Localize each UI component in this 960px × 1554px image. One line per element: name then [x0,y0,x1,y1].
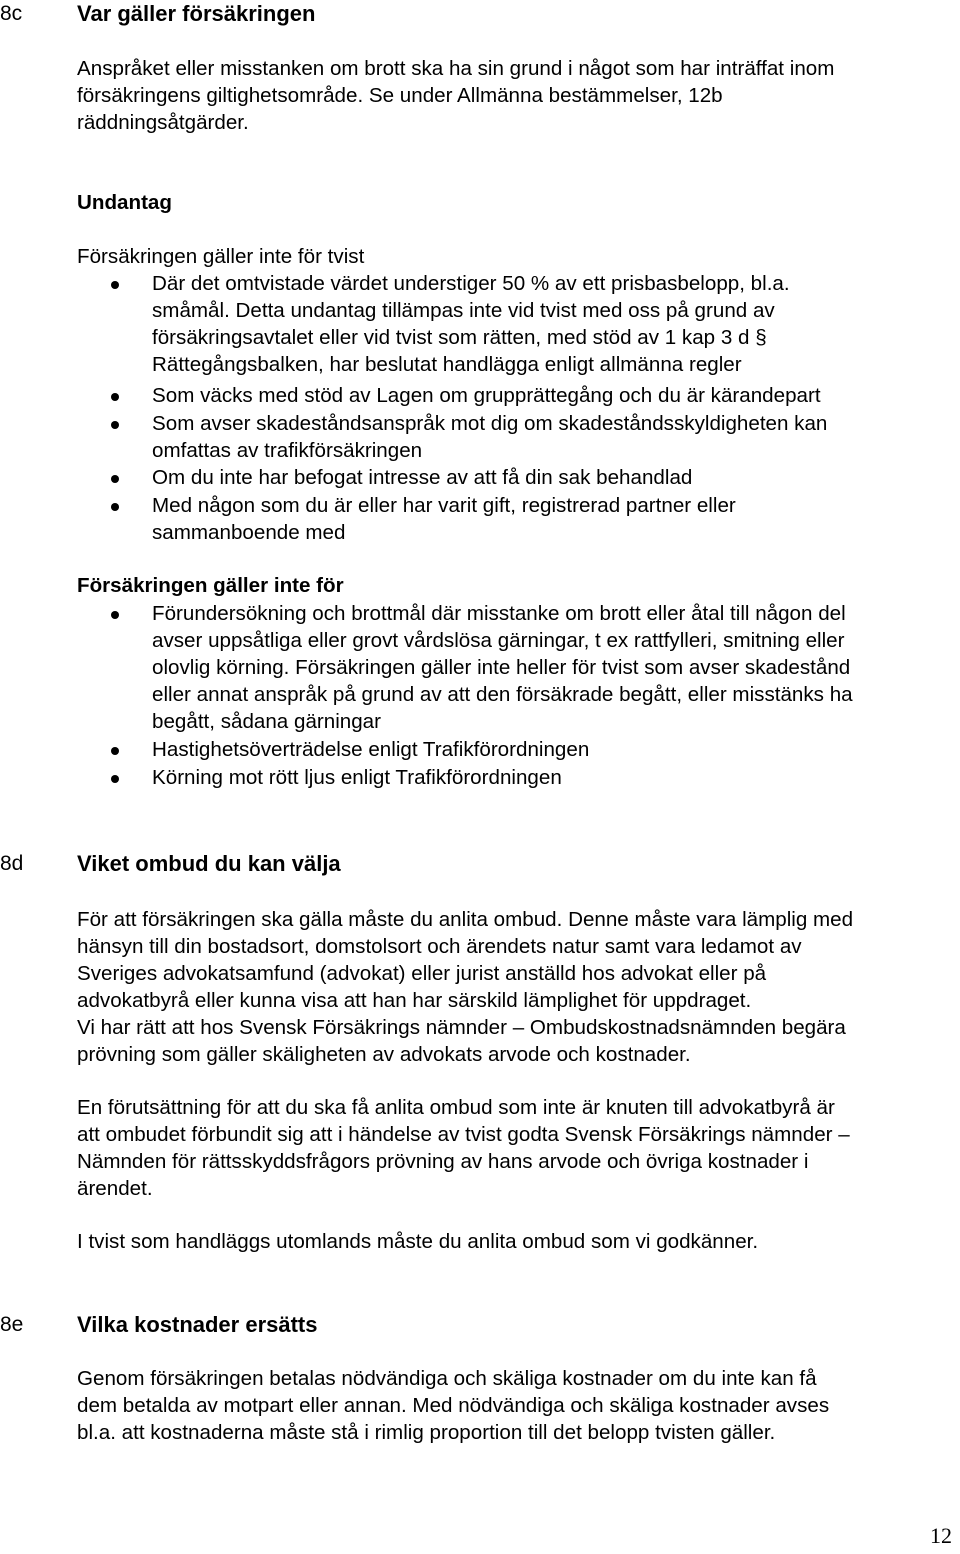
paragraph-line: För att försäkringen ska gälla måste du anlita ombud. Denne måste vara lämplig med [77,908,854,931]
bullet-text: Där det omtvistade värdet understiger 50 % av ett prisbasbelopp, bl.a. [152,272,790,295]
bullet-icon [111,393,119,401]
section-title-8c: Var gäller försäkringen [77,1,316,26]
bullet-icon [111,421,119,429]
page-number: 12 [930,1523,952,1548]
paragraph-line: bl.a. att kostnaderna måste stå i rimlig proportion till det belopp tvisten gäller. [77,1421,776,1444]
bullet-text: Om du inte har befogat intresse av att få din sak behandlad [152,466,693,489]
paragraph-line: Nämnden för rättsskyddsfrågors prövning av hans arvode och övriga kostnader i [77,1150,809,1173]
bullet-icon [111,475,119,483]
paragraph-line: prövning som gäller skäligheten av advokats arvode och kostnader. [77,1043,691,1066]
bullet-icon [111,281,119,289]
subheading-undantag: Undantag [77,191,172,214]
bullet-icon [111,747,119,755]
paragraph-line: Sveriges advokatsamfund (advokat) eller jurist anställd hos advokat eller på [77,962,767,985]
section-title-8e: Vilka kostnader ersätts [77,1312,318,1337]
bullet-text: Körning mot rött ljus enligt Trafikförordningen [152,766,562,789]
paragraph-line: Anspråket eller misstanken om brott ska ha sin grund i något som har inträffat inom [77,57,835,80]
bullet-text: Som avser skadeståndsanspråk mot dig om skadeståndsskyldigheten kan [152,412,828,435]
paragraph-line: Genom försäkringen betalas nödvändiga och skäliga kostnader om du inte kan få [77,1367,817,1390]
paragraph-line: En förutsättning för att du ska få anlita ombud som inte är knuten till advokatbyrå är [77,1096,835,1119]
bullet-text: olovlig körning. Försäkringen gäller inte heller för tvist som avser skadestånd [152,656,851,679]
paragraph-line: hänsyn till din bostadsort, domstolsort och ärendets natur samt vara ledamot av [77,935,802,958]
paragraph-line: ärendet. [77,1177,153,1200]
paragraph-line: försäkringens giltighetsområde. Se under Allmänna bestämmelser, 12b [77,84,723,107]
paragraph-line: Försäkringen gäller inte för tvist [77,245,365,268]
paragraph-line: I tvist som handläggs utomlands måste du anlita ombud som vi godkänner. [77,1230,759,1253]
bullet-text: Rättegångsbalken, har beslutat handlägga enligt allmänna regler [152,353,742,376]
subheading-exclusions: Försäkringen gäller inte för [77,574,344,597]
paragraph-line: att ombudet förbundit sig att i händelse av tvist godta Svensk Försäkrings nämnder – [77,1123,850,1146]
bullet-text: försäkringsavtalet eller vid tvist som rätten, med stöd av 1 kap 3 d § [152,326,767,349]
section-number-8d: 8d [0,852,24,875]
bullet-icon [111,503,119,511]
bullet-text: begått, sådana gärningar [152,710,381,733]
bullet-text: Som väcks med stöd av Lagen om grupprättegång och du är kärandepart [152,384,821,407]
paragraph-line: dem betalda av motpart eller annan. Med nödvändiga och skäliga kostnader avses [77,1394,830,1417]
section-number-8c: 8c [0,2,23,25]
bullet-text: Med någon som du är eller har varit gift, registrerad partner eller [152,494,736,517]
bullet-text: avser uppsåtliga eller grovt vårdslösa gärningar, t ex rattfylleri, smitning eller [152,629,845,652]
bullet-text: omfattas av trafikförsäkringen [152,439,423,462]
section-title-8d: Viket ombud du kan välja [77,851,341,876]
bullet-text: Förundersökning och brottmål där misstanke om brott eller åtal till någon del [152,602,846,625]
bullet-text: sammanboende med [152,521,346,544]
paragraph-line: advokatbyrå eller kunna visa att han har särskild lämplighet för uppdraget. [77,989,752,1012]
bullet-text: Hastighetsöverträdelse enligt Trafikförordningen [152,738,590,761]
section-number-8e: 8e [0,1313,24,1336]
bullet-text: småmål. Detta undantag tillämpas inte vid tvist med oss på grund av [152,299,775,322]
bullet-icon [111,611,119,619]
bullet-icon [111,775,119,783]
paragraph-line: Vi har rätt att hos Svensk Försäkrings nämnder – Ombudskostnadsnämnden begära [77,1016,846,1039]
paragraph-line: räddningsåtgärder. [77,111,249,134]
bullet-text: eller annat anspråk på grund av att den försäkrade begått, eller misstänks ha [152,683,853,706]
